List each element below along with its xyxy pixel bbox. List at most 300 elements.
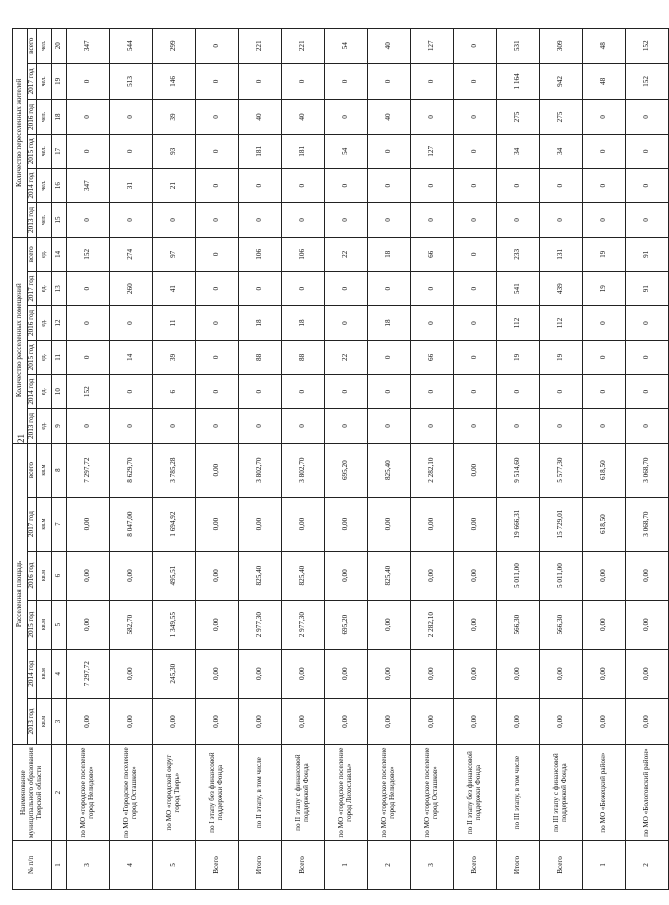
cell-rooms: 541 bbox=[496, 272, 539, 306]
cell-area: 5 577,30 bbox=[539, 443, 582, 497]
cell-residents: 181 bbox=[281, 134, 324, 168]
cell-area: 0,00 bbox=[410, 497, 453, 551]
cell-rooms: 0 bbox=[195, 237, 238, 271]
cell-area: 0,00 bbox=[109, 698, 152, 745]
cell-residents: 54 bbox=[324, 29, 367, 64]
cell-rooms: 0 bbox=[238, 409, 281, 443]
row-name: по МО «городское поселение город Осташков» bbox=[410, 745, 453, 841]
cell-rooms: 0 bbox=[66, 272, 109, 306]
header-unit-area: кв.м bbox=[36, 443, 51, 497]
row-name: по II этапу без финансовой поддержки Фонда bbox=[453, 745, 496, 841]
cell-rooms: 0 bbox=[410, 409, 453, 443]
row-no: 1 bbox=[324, 840, 367, 889]
cell-residents: 0 bbox=[195, 29, 238, 64]
cell-rooms: 88 bbox=[281, 340, 324, 374]
row-name: по МО «городское поселение город Лихославль» bbox=[324, 745, 367, 841]
cell-residents: 152 bbox=[625, 29, 668, 64]
header-unit-area: кв.м bbox=[36, 551, 51, 600]
cell-rooms: 0 bbox=[238, 272, 281, 306]
header-unit-area: кв.м bbox=[36, 649, 51, 698]
cell-rooms: 6 bbox=[152, 375, 195, 409]
cell-rooms: 0 bbox=[367, 375, 410, 409]
cell-area: 0,00 bbox=[582, 698, 625, 745]
table-row bbox=[367, 29, 410, 890]
column-number: 17 bbox=[51, 134, 66, 168]
column-number: 6 bbox=[51, 551, 66, 600]
cell-area: 0,00 bbox=[109, 551, 152, 600]
cell-area: 0,00 bbox=[66, 551, 109, 600]
table-row bbox=[281, 29, 324, 890]
column-number: 13 bbox=[51, 272, 66, 306]
cell-residents: 0 bbox=[195, 168, 238, 202]
header-year-rooms: 2016 год bbox=[28, 306, 37, 340]
cell-residents: 0 bbox=[367, 63, 410, 100]
cell-area: 0,00 bbox=[66, 600, 109, 649]
document-sheet bbox=[12, 28, 650, 890]
cell-rooms: 0 bbox=[367, 409, 410, 443]
cell-residents: 0 bbox=[367, 134, 410, 168]
cell-area: 0,00 bbox=[195, 649, 238, 698]
header-unit-area: кв.м bbox=[36, 698, 51, 745]
cell-residents: 0 bbox=[539, 203, 582, 237]
header-year-residents: 2016 год bbox=[28, 100, 37, 134]
header-year-residents: 2014 год bbox=[28, 168, 37, 202]
cell-area: 0,00 bbox=[66, 698, 109, 745]
cell-rooms: 0 bbox=[496, 409, 539, 443]
cell-area: 19 666,31 bbox=[496, 497, 539, 551]
cell-area: 0,00 bbox=[539, 649, 582, 698]
cell-residents: 221 bbox=[281, 29, 324, 64]
cell-area: 0,00 bbox=[281, 497, 324, 551]
cell-area: 9 514,60 bbox=[496, 443, 539, 497]
row-name: по МО «городское поселение город Нелидово» bbox=[66, 745, 109, 841]
cell-rooms: 19 bbox=[582, 237, 625, 271]
header-unit-rooms: ед. bbox=[36, 375, 51, 409]
cell-area: 0,00 bbox=[625, 698, 668, 745]
row-name: по МО «Бежецкий район» bbox=[582, 745, 625, 841]
row-no: 2 bbox=[367, 840, 410, 889]
cell-rooms: 152 bbox=[66, 375, 109, 409]
header-year-area: 2013 год bbox=[28, 698, 37, 745]
header-year-residents: 2017 год bbox=[28, 63, 37, 100]
cell-residents: 0 bbox=[66, 134, 109, 168]
cell-residents: 0 bbox=[582, 203, 625, 237]
header-unit-rooms: ед. bbox=[36, 409, 51, 443]
cell-rooms: 18 bbox=[281, 306, 324, 340]
cell-residents: 0 bbox=[582, 134, 625, 168]
row-name: по II этапу с финансовой поддержкой Фонда bbox=[281, 745, 324, 841]
cell-rooms: 0 bbox=[281, 409, 324, 443]
cell-residents: 152 bbox=[625, 63, 668, 100]
cell-area: 0,00 bbox=[324, 649, 367, 698]
cell-area: 0,00 bbox=[281, 649, 324, 698]
cell-rooms: 0 bbox=[582, 306, 625, 340]
header-group-residents: Количество переселенных жителей bbox=[13, 29, 28, 238]
header-year-rooms: 2014 год bbox=[28, 375, 37, 409]
cell-area: 0,00 bbox=[195, 698, 238, 745]
cell-residents: 40 bbox=[367, 100, 410, 134]
cell-rooms: 18 bbox=[238, 306, 281, 340]
cell-rooms: 0 bbox=[625, 409, 668, 443]
cell-residents: 127 bbox=[410, 29, 453, 64]
cell-area: 0,00 bbox=[410, 649, 453, 698]
cell-rooms: 0 bbox=[281, 375, 324, 409]
row-name: по МО «городской округ город Тверь» bbox=[152, 745, 195, 841]
header-year-rooms: всего bbox=[28, 237, 37, 271]
row-name: по III этапу, в том числе bbox=[496, 745, 539, 841]
cell-area: 0,00 bbox=[195, 443, 238, 497]
cell-residents: 0 bbox=[109, 134, 152, 168]
cell-rooms: 39 bbox=[152, 340, 195, 374]
header-unit-rooms: ед. bbox=[36, 272, 51, 306]
cell-area: 0,00 bbox=[152, 698, 195, 745]
header-year-area: всего bbox=[28, 443, 37, 497]
cell-rooms: 0 bbox=[324, 375, 367, 409]
cell-rooms: 0 bbox=[109, 306, 152, 340]
cell-residents: 146 bbox=[152, 63, 195, 100]
cell-rooms: 0 bbox=[195, 272, 238, 306]
cell-residents: 54 bbox=[324, 134, 367, 168]
cell-residents: 544 bbox=[109, 29, 152, 64]
cell-area: 566,30 bbox=[496, 600, 539, 649]
cell-area: 0,00 bbox=[238, 497, 281, 551]
cell-residents: 0 bbox=[539, 168, 582, 202]
cell-rooms: 0 bbox=[367, 340, 410, 374]
cell-rooms: 0 bbox=[453, 306, 496, 340]
header-name: Наименование муниципального образования Тверской области bbox=[13, 745, 52, 841]
cell-residents: 0 bbox=[453, 203, 496, 237]
column-number: 4 bbox=[51, 649, 66, 698]
cell-area: 0,00 bbox=[410, 698, 453, 745]
cell-residents: 127 bbox=[410, 134, 453, 168]
header-unit-residents: чел. bbox=[36, 63, 51, 100]
row-no: Всего bbox=[453, 840, 496, 889]
cell-area: 0,00 bbox=[453, 497, 496, 551]
cell-residents: 0 bbox=[238, 168, 281, 202]
cell-rooms: 0 bbox=[539, 375, 582, 409]
cell-residents: 0 bbox=[66, 100, 109, 134]
cell-rooms: 0 bbox=[367, 272, 410, 306]
cell-rooms: 106 bbox=[238, 237, 281, 271]
cell-rooms: 91 bbox=[625, 272, 668, 306]
cell-rooms: 131 bbox=[539, 237, 582, 271]
cell-residents: 0 bbox=[625, 100, 668, 134]
cell-rooms: 0 bbox=[582, 375, 625, 409]
table-row bbox=[453, 29, 496, 890]
row-no: Итого bbox=[238, 840, 281, 889]
cell-rooms: 0 bbox=[238, 375, 281, 409]
cell-area: 8 047,00 bbox=[109, 497, 152, 551]
cell-area: 0,00 bbox=[109, 649, 152, 698]
cell-residents: 0 bbox=[238, 203, 281, 237]
table-row bbox=[539, 29, 582, 890]
cell-rooms: 19 bbox=[539, 340, 582, 374]
cell-residents: 0 bbox=[281, 168, 324, 202]
cell-residents: 0 bbox=[496, 203, 539, 237]
header-year-residents: 2013 год bbox=[28, 203, 37, 237]
cell-rooms: 22 bbox=[324, 237, 367, 271]
cell-area: 0,00 bbox=[539, 698, 582, 745]
header-year-area: 2016 год bbox=[28, 551, 37, 600]
header-unit-rooms: ед. bbox=[36, 237, 51, 271]
cell-residents: 347 bbox=[66, 168, 109, 202]
column-number: 19 bbox=[51, 63, 66, 100]
cell-residents: 275 bbox=[496, 100, 539, 134]
cell-rooms: 0 bbox=[582, 409, 625, 443]
cell-rooms: 112 bbox=[539, 306, 582, 340]
cell-residents: 0 bbox=[453, 168, 496, 202]
cell-area: 0,00 bbox=[453, 551, 496, 600]
cell-rooms: 97 bbox=[152, 237, 195, 271]
cell-rooms: 11 bbox=[152, 306, 195, 340]
header-unit-residents: чел. bbox=[36, 100, 51, 134]
cell-rooms: 91 bbox=[625, 237, 668, 271]
cell-area: 0,00 bbox=[66, 497, 109, 551]
cell-residents: 0 bbox=[453, 134, 496, 168]
cell-residents: 0 bbox=[195, 100, 238, 134]
cell-rooms: 0 bbox=[324, 306, 367, 340]
cell-area: 0,00 bbox=[625, 649, 668, 698]
cell-area: 582,70 bbox=[109, 600, 152, 649]
cell-area: 0,00 bbox=[238, 649, 281, 698]
cell-rooms: 0 bbox=[109, 409, 152, 443]
row-name: по МО «городское поселение город Нелидово» bbox=[367, 745, 410, 841]
table-row bbox=[152, 29, 195, 890]
column-number: 7 bbox=[51, 497, 66, 551]
cell-area: 0,00 bbox=[324, 497, 367, 551]
cell-rooms: 233 bbox=[496, 237, 539, 271]
cell-residents: 0 bbox=[324, 203, 367, 237]
row-no: Всего bbox=[195, 840, 238, 889]
table-row bbox=[410, 29, 453, 890]
column-number: 8 bbox=[51, 443, 66, 497]
cell-rooms: 0 bbox=[410, 272, 453, 306]
row-name: по МО «Бологовский район» bbox=[625, 745, 668, 841]
header-unit-rooms: ед. bbox=[36, 340, 51, 374]
cell-residents: 0 bbox=[66, 203, 109, 237]
cell-residents: 0 bbox=[324, 168, 367, 202]
cell-area: 3 068,70 bbox=[625, 497, 668, 551]
cell-area: 0,00 bbox=[453, 600, 496, 649]
cell-area: 0,00 bbox=[582, 649, 625, 698]
cell-rooms: 0 bbox=[453, 375, 496, 409]
cell-rooms: 152 bbox=[66, 237, 109, 271]
cell-area: 0,00 bbox=[582, 600, 625, 649]
header-year-area: 2014 год bbox=[28, 649, 37, 698]
cell-area: 7 297,72 bbox=[66, 443, 109, 497]
column-number: 10 bbox=[51, 375, 66, 409]
cell-residents: 34 bbox=[539, 134, 582, 168]
cell-residents: 0 bbox=[195, 63, 238, 100]
cell-residents: 0 bbox=[625, 203, 668, 237]
column-numbers-row bbox=[51, 29, 66, 890]
cell-area: 0,00 bbox=[582, 551, 625, 600]
cell-residents: 0 bbox=[410, 63, 453, 100]
cell-area: 8 629,70 bbox=[109, 443, 152, 497]
cell-residents: 0 bbox=[625, 134, 668, 168]
cell-rooms: 0 bbox=[453, 409, 496, 443]
page-number: 21 bbox=[16, 434, 26, 443]
table-row bbox=[496, 29, 539, 890]
cell-residents: 0 bbox=[625, 168, 668, 202]
cell-area: 0,00 bbox=[324, 551, 367, 600]
cell-rooms: 274 bbox=[109, 237, 152, 271]
cell-area: 3 785,28 bbox=[152, 443, 195, 497]
cell-area: 5 011,00 bbox=[496, 551, 539, 600]
cell-residents: 0 bbox=[453, 63, 496, 100]
cell-area: 566,30 bbox=[539, 600, 582, 649]
cell-rooms: 0 bbox=[453, 340, 496, 374]
cell-area: 0,00 bbox=[367, 497, 410, 551]
cell-rooms: 0 bbox=[410, 375, 453, 409]
cell-residents: 0 bbox=[109, 100, 152, 134]
cell-area: 2 977,30 bbox=[238, 600, 281, 649]
cell-rooms: 112 bbox=[496, 306, 539, 340]
cell-residents: 0 bbox=[66, 63, 109, 100]
cell-residents: 0 bbox=[582, 168, 625, 202]
cell-rooms: 0 bbox=[66, 409, 109, 443]
table-row bbox=[195, 29, 238, 890]
column-number: 12 bbox=[51, 306, 66, 340]
cell-residents: 531 bbox=[496, 29, 539, 64]
cell-area: 0,00 bbox=[453, 698, 496, 745]
cell-rooms: 41 bbox=[152, 272, 195, 306]
table-row bbox=[625, 29, 668, 890]
rotated-table-container bbox=[12, 28, 650, 890]
table-row bbox=[238, 29, 281, 890]
header-year-rooms: 2017 год bbox=[28, 272, 37, 306]
row-no: Итого bbox=[496, 840, 539, 889]
cell-residents: 0 bbox=[582, 100, 625, 134]
header-unit-area: кв.м bbox=[36, 497, 51, 551]
column-number: 20 bbox=[51, 29, 66, 64]
cell-residents: 48 bbox=[582, 63, 625, 100]
cell-residents: 21 bbox=[152, 168, 195, 202]
cell-area: 825,40 bbox=[281, 551, 324, 600]
cell-residents: 0 bbox=[324, 63, 367, 100]
row-no: 2 bbox=[625, 840, 668, 889]
cell-residents: 0 bbox=[496, 168, 539, 202]
column-number: 2 bbox=[51, 745, 66, 841]
cell-rooms: 19 bbox=[582, 272, 625, 306]
cell-residents: 0 bbox=[238, 63, 281, 100]
header-year-area: 2017 год bbox=[28, 497, 37, 551]
header-no: № п/п bbox=[13, 840, 52, 889]
cell-area: 618,50 bbox=[582, 497, 625, 551]
cell-residents: 48 bbox=[582, 29, 625, 64]
cell-residents: 93 bbox=[152, 134, 195, 168]
row-no: Всего bbox=[281, 840, 324, 889]
cell-rooms: 0 bbox=[195, 340, 238, 374]
cell-rooms: 0 bbox=[195, 306, 238, 340]
cell-area: 1 694,92 bbox=[152, 497, 195, 551]
header-unit-residents: чел. bbox=[36, 29, 51, 64]
row-name: по МО «Городское поселение город Осташков» bbox=[109, 745, 152, 841]
cell-residents: 0 bbox=[281, 203, 324, 237]
cell-residents: 40 bbox=[238, 100, 281, 134]
row-name: по III этапу с финансовой поддержкой Фонда bbox=[539, 745, 582, 841]
cell-rooms: 0 bbox=[453, 272, 496, 306]
cell-area: 0,00 bbox=[281, 698, 324, 745]
cell-area: 0,00 bbox=[625, 551, 668, 600]
column-number: 14 bbox=[51, 237, 66, 271]
cell-area: 695,20 bbox=[324, 443, 367, 497]
row-no: 3 bbox=[410, 840, 453, 889]
cell-residents: 0 bbox=[367, 203, 410, 237]
cell-area: 825,40 bbox=[367, 443, 410, 497]
cell-area: 15 729,01 bbox=[539, 497, 582, 551]
cell-rooms: 18 bbox=[367, 237, 410, 271]
cell-area: 618,50 bbox=[582, 443, 625, 497]
row-no: Всего bbox=[539, 840, 582, 889]
cell-rooms: 0 bbox=[195, 409, 238, 443]
cell-residents: 40 bbox=[281, 100, 324, 134]
cell-residents: 0 bbox=[152, 203, 195, 237]
header-year-residents: всего bbox=[28, 29, 37, 64]
cell-residents: 0 bbox=[453, 29, 496, 64]
cell-residents: 309 bbox=[539, 29, 582, 64]
cell-residents: 513 bbox=[109, 63, 152, 100]
cell-residents: 299 bbox=[152, 29, 195, 64]
resettlement-table bbox=[12, 28, 669, 890]
cell-area: 0,00 bbox=[195, 600, 238, 649]
row-no: 1 bbox=[582, 840, 625, 889]
cell-area: 2 282,10 bbox=[410, 600, 453, 649]
column-number: 15 bbox=[51, 203, 66, 237]
cell-residents: 275 bbox=[539, 100, 582, 134]
cell-area: 0,00 bbox=[324, 698, 367, 745]
cell-rooms: 18 bbox=[367, 306, 410, 340]
column-number: 5 bbox=[51, 600, 66, 649]
cell-area: 0,00 bbox=[625, 600, 668, 649]
cell-area: 0,00 bbox=[453, 649, 496, 698]
cell-area: 3 802,70 bbox=[238, 443, 281, 497]
header-unit-residents: чел. bbox=[36, 168, 51, 202]
cell-area: 0,00 bbox=[195, 497, 238, 551]
cell-area: 0,00 bbox=[367, 698, 410, 745]
cell-area: 3 068,70 bbox=[625, 443, 668, 497]
cell-residents: 0 bbox=[410, 168, 453, 202]
table-row bbox=[109, 29, 152, 890]
header-group-rooms: Количество расселенных помещений bbox=[13, 237, 28, 443]
cell-area: 0,00 bbox=[367, 649, 410, 698]
cell-area: 2 977,30 bbox=[281, 600, 324, 649]
header-year-residents: 2015 год bbox=[28, 134, 37, 168]
cell-area: 0,00 bbox=[453, 443, 496, 497]
cell-rooms: 0 bbox=[453, 237, 496, 271]
cell-area: 495,51 bbox=[152, 551, 195, 600]
cell-rooms: 14 bbox=[109, 340, 152, 374]
row-no: 5 bbox=[152, 840, 195, 889]
cell-area: 245,30 bbox=[152, 649, 195, 698]
cell-area: 0,00 bbox=[496, 698, 539, 745]
cell-rooms: 0 bbox=[582, 340, 625, 374]
cell-rooms: 0 bbox=[625, 306, 668, 340]
cell-area: 0,00 bbox=[238, 698, 281, 745]
cell-rooms: 0 bbox=[152, 409, 195, 443]
cell-rooms: 260 bbox=[109, 272, 152, 306]
cell-residents: 181 bbox=[238, 134, 281, 168]
cell-residents: 0 bbox=[195, 134, 238, 168]
cell-area: 0,00 bbox=[195, 551, 238, 600]
column-number: 11 bbox=[51, 340, 66, 374]
cell-area: 0,00 bbox=[496, 649, 539, 698]
cell-residents: 0 bbox=[410, 203, 453, 237]
row-name: по II этапу, в том числе bbox=[238, 745, 281, 841]
header-year-rooms: 2015 год bbox=[28, 340, 37, 374]
cell-area: 5 011,00 bbox=[539, 551, 582, 600]
cell-residents: 1 164 bbox=[496, 63, 539, 100]
